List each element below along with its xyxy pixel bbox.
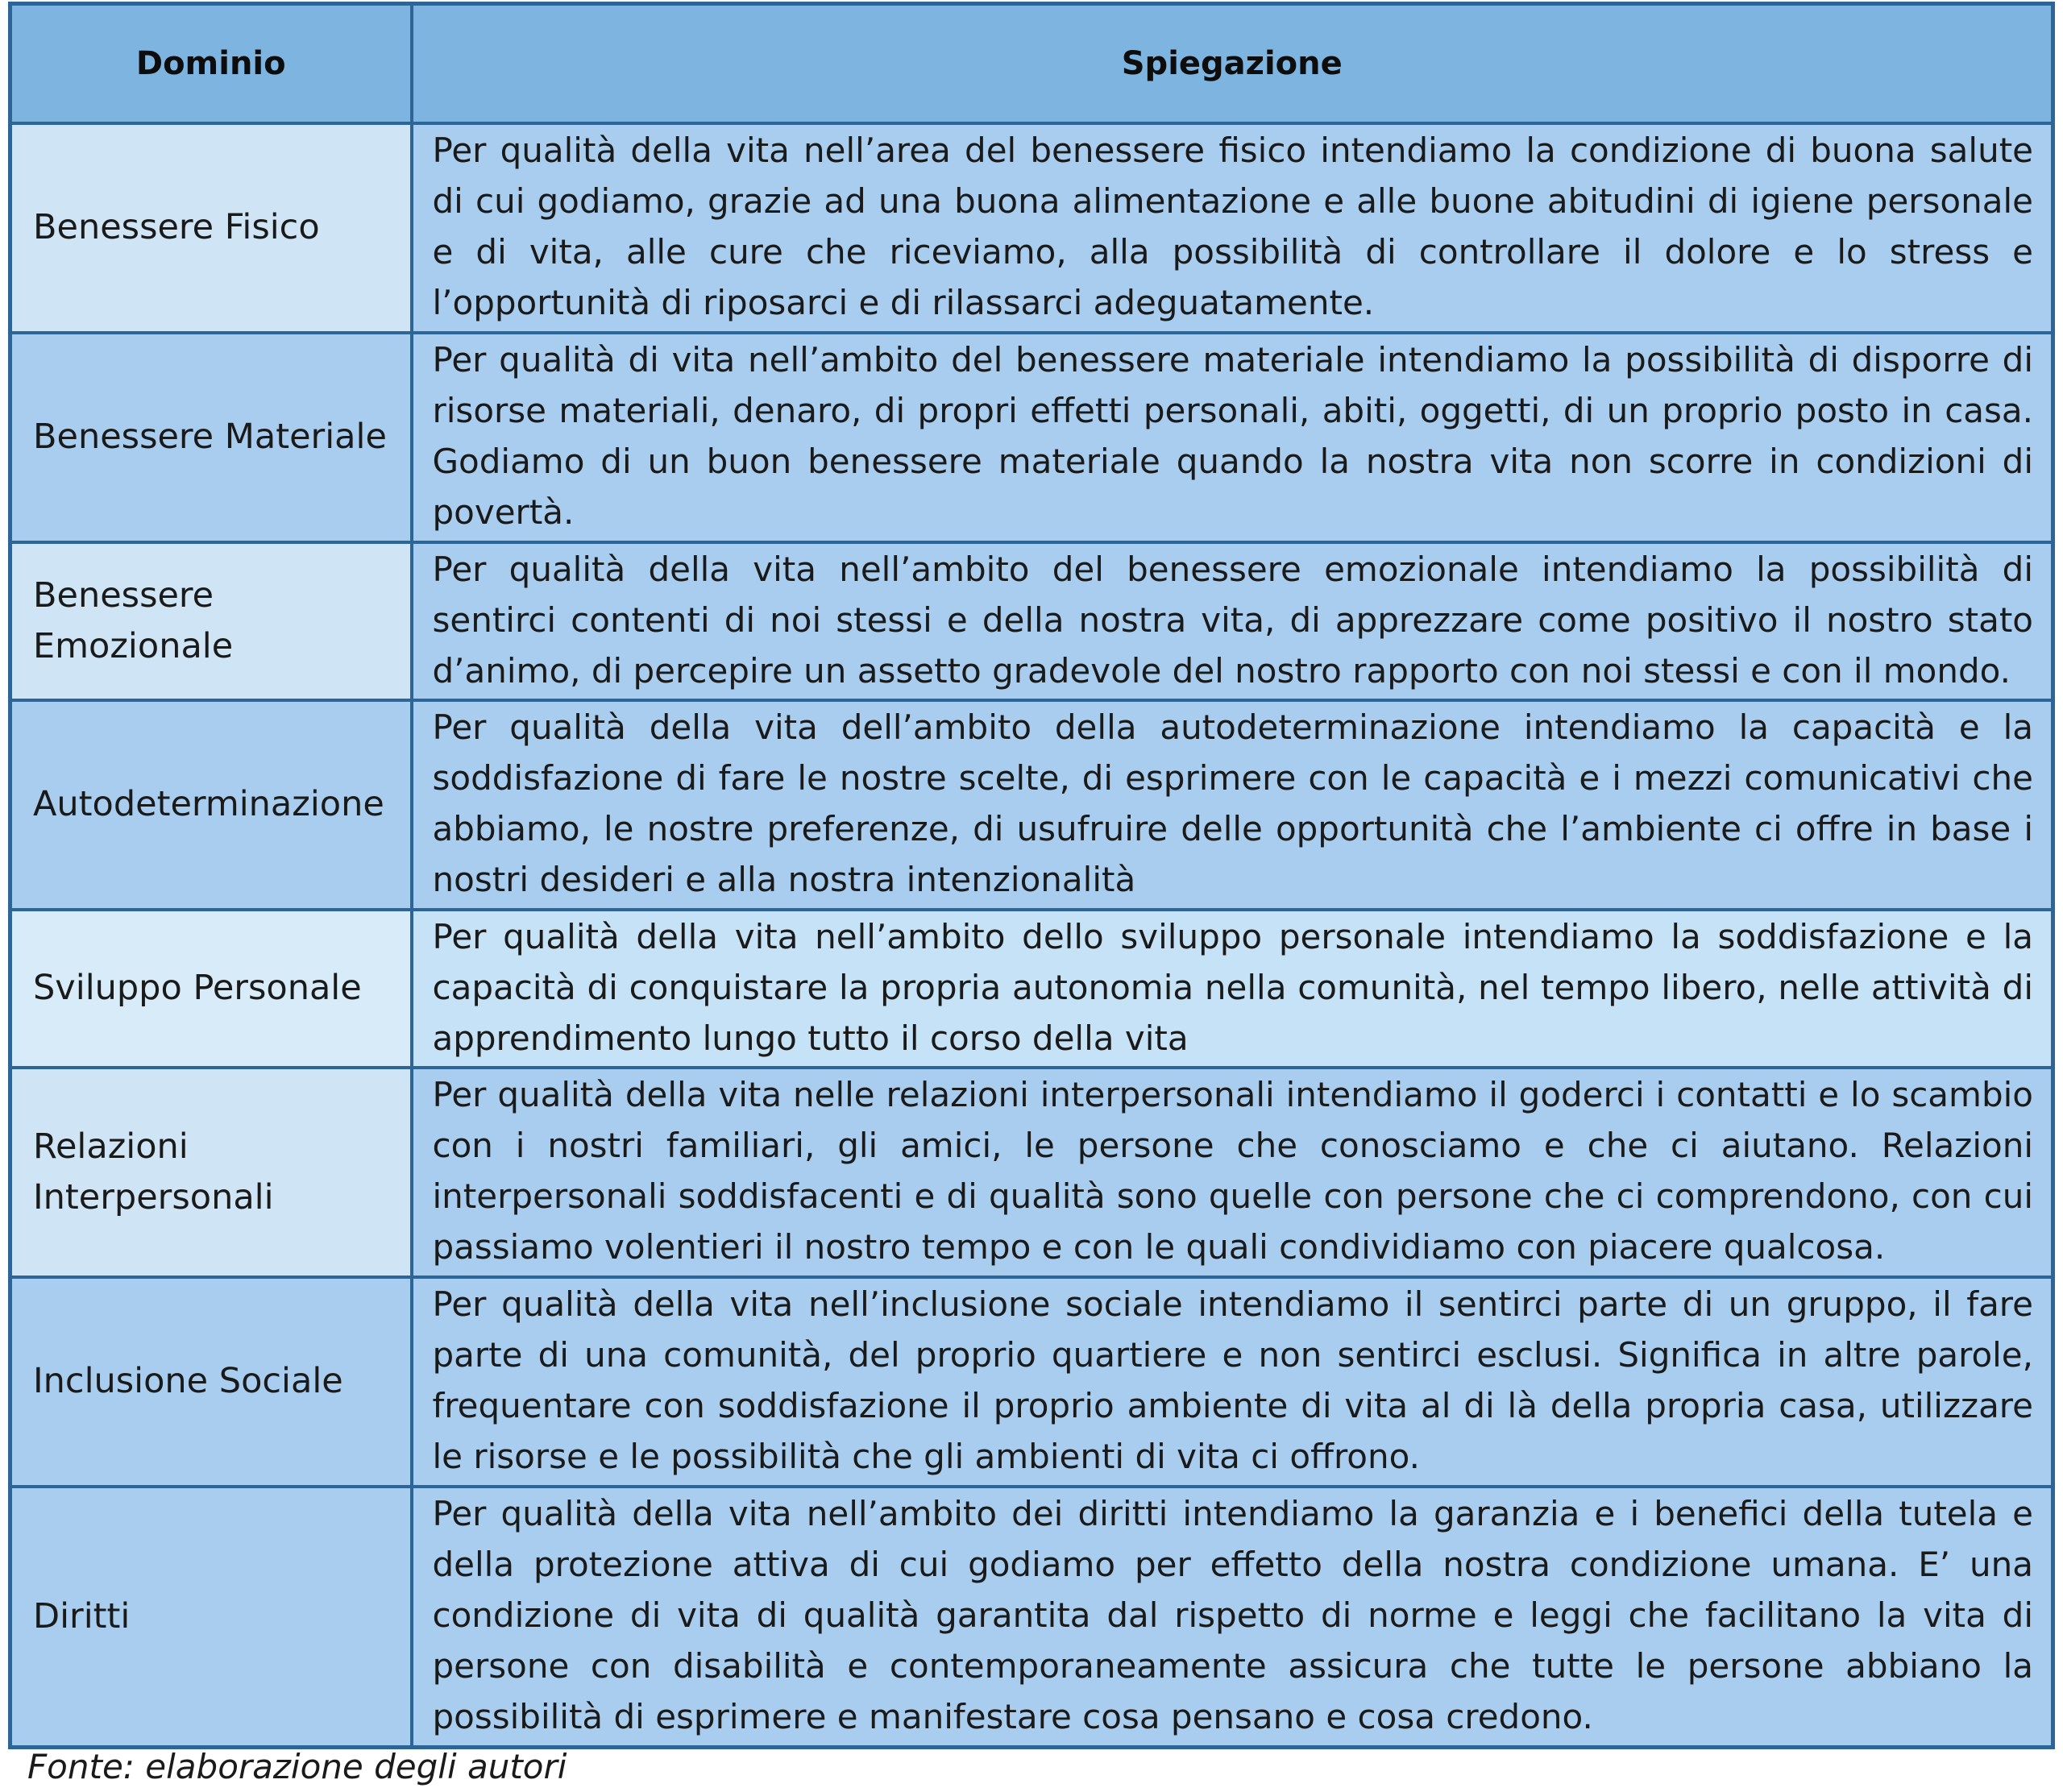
dominio-cell: Benessere Materiale [10,333,412,542]
table-header-row [10,4,2053,123]
table-row [10,1487,2053,1748]
spiegazione-cell: Per qualità della vita nell’ambito del benessere emozionale intendiamo la possibilità di sentirci contenti di noi stessi e della nostra vita, di apprezzare come positivo il nostro stato d’animo, di percepire un assetto gradevole del nostro rapporto con noi stessi e con il mondo. [412,542,2053,700]
header-spiegazione: Spiegazione [412,4,2053,123]
spiegazione-cell: Per qualità della vita nell’ambito dello sviluppo personale intendiamo la soddisfazione e la capacità di conquistare la propria autonomia nella comunità, nel tempo libero, nelle attività di apprendimento lungo tutto il corso della vita [412,910,2053,1068]
table-row [10,542,2053,700]
dominio-cell: Sviluppo Personale [10,910,412,1068]
table-row [10,333,2053,542]
spiegazione-cell: Per qualità della vita nell’area del benessere fisico intendiamo la condizione di buona salute di cui godiamo, grazie ad una buona alimentazione e alle buone abitudini di igiene personale e di vita, alle cure che riceviamo, alla possibilità di controllare il dolore e lo stress e l’opportunità di riposarci e di rilassarci adeguatamente. [412,123,2053,333]
dominio-cell: Inclusione Sociale [10,1277,412,1487]
table-row [10,123,2053,333]
spiegazione-cell: Per qualità della vita dell’ambito della autodeterminazione intendiamo la capacità e la soddisfazione di fare le nostre scelte, di esprimere con le capacità e i mezzi comunicativi che abbiamo, le nostre preferenze, di usufruire delle opportunità che l’ambiente ci offre in base i nostri desideri e alla nostra intenzionalità [412,700,2053,910]
header-dominio: Dominio [10,4,412,123]
dominio-cell: Diritti [10,1487,412,1748]
table-row [10,1277,2053,1487]
table-row [10,910,2053,1068]
dominio-cell: Autodeterminazione [10,700,412,910]
dominio-cell: Benessere Fisico [10,123,412,333]
dominio-cell: Relazioni Interpersonali [10,1068,412,1277]
quality-of-life-domains-table [8,2,2055,1749]
spiegazione-cell: Per qualità della vita nell’ambito dei diritti intendiamo la garanzia e i benefici della tutela e della protezione attiva di cui godiamo per effetto della nostra condizione umana. E’ una condizione di vita di qualità garantita dal rispetto di norme e leggi che facilitano la vita di persone con disabilità e contemporaneamente assicura che tutte le persone abbiano la possibilità di esprimere e manifestare cosa pensano e cosa credono. [412,1487,2053,1748]
spiegazione-cell: Per qualità della vita nelle relazioni interpersonali intendiamo il goderci i contatti e lo scambio con i nostri familiari, gli amici, le persone che conosciamo e che ci aiutano. Relazioni interpersonali soddisfacenti e di qualità sono quelle con persone che ci comprendono, con cui passiamo volentieri il nostro tempo e con le quali condividiamo con piacere qualcosa. [412,1068,2053,1277]
source-caption: Fonte: elaborazione degli autori [27,1747,567,1786]
spiegazione-cell: Per qualità della vita nell’inclusione sociale intendiamo il sentirci parte di un gruppo, il fare parte di una comunità, del proprio quartiere e non sentirci esclusi. Significa in altre parole, frequentare con soddisfazione il proprio ambiente di vita al di là della propria casa, utilizzare le risorse e le possibilità che gli ambienti di vita ci offrono. [412,1277,2053,1487]
spiegazione-cell: Per qualità di vita nell’ambito del benessere materiale intendiamo la possibilità di disporre di risorse materiali, denaro, di propri effetti personali, abiti, oggetti, di un proprio posto in casa. Godiamo di un buon benessere materiale quando la nostra vita non scorre in condizioni di povertà. [412,333,2053,542]
table-row [10,700,2053,910]
dominio-cell: Benessere Emozionale [10,542,412,700]
table-row [10,1068,2053,1277]
